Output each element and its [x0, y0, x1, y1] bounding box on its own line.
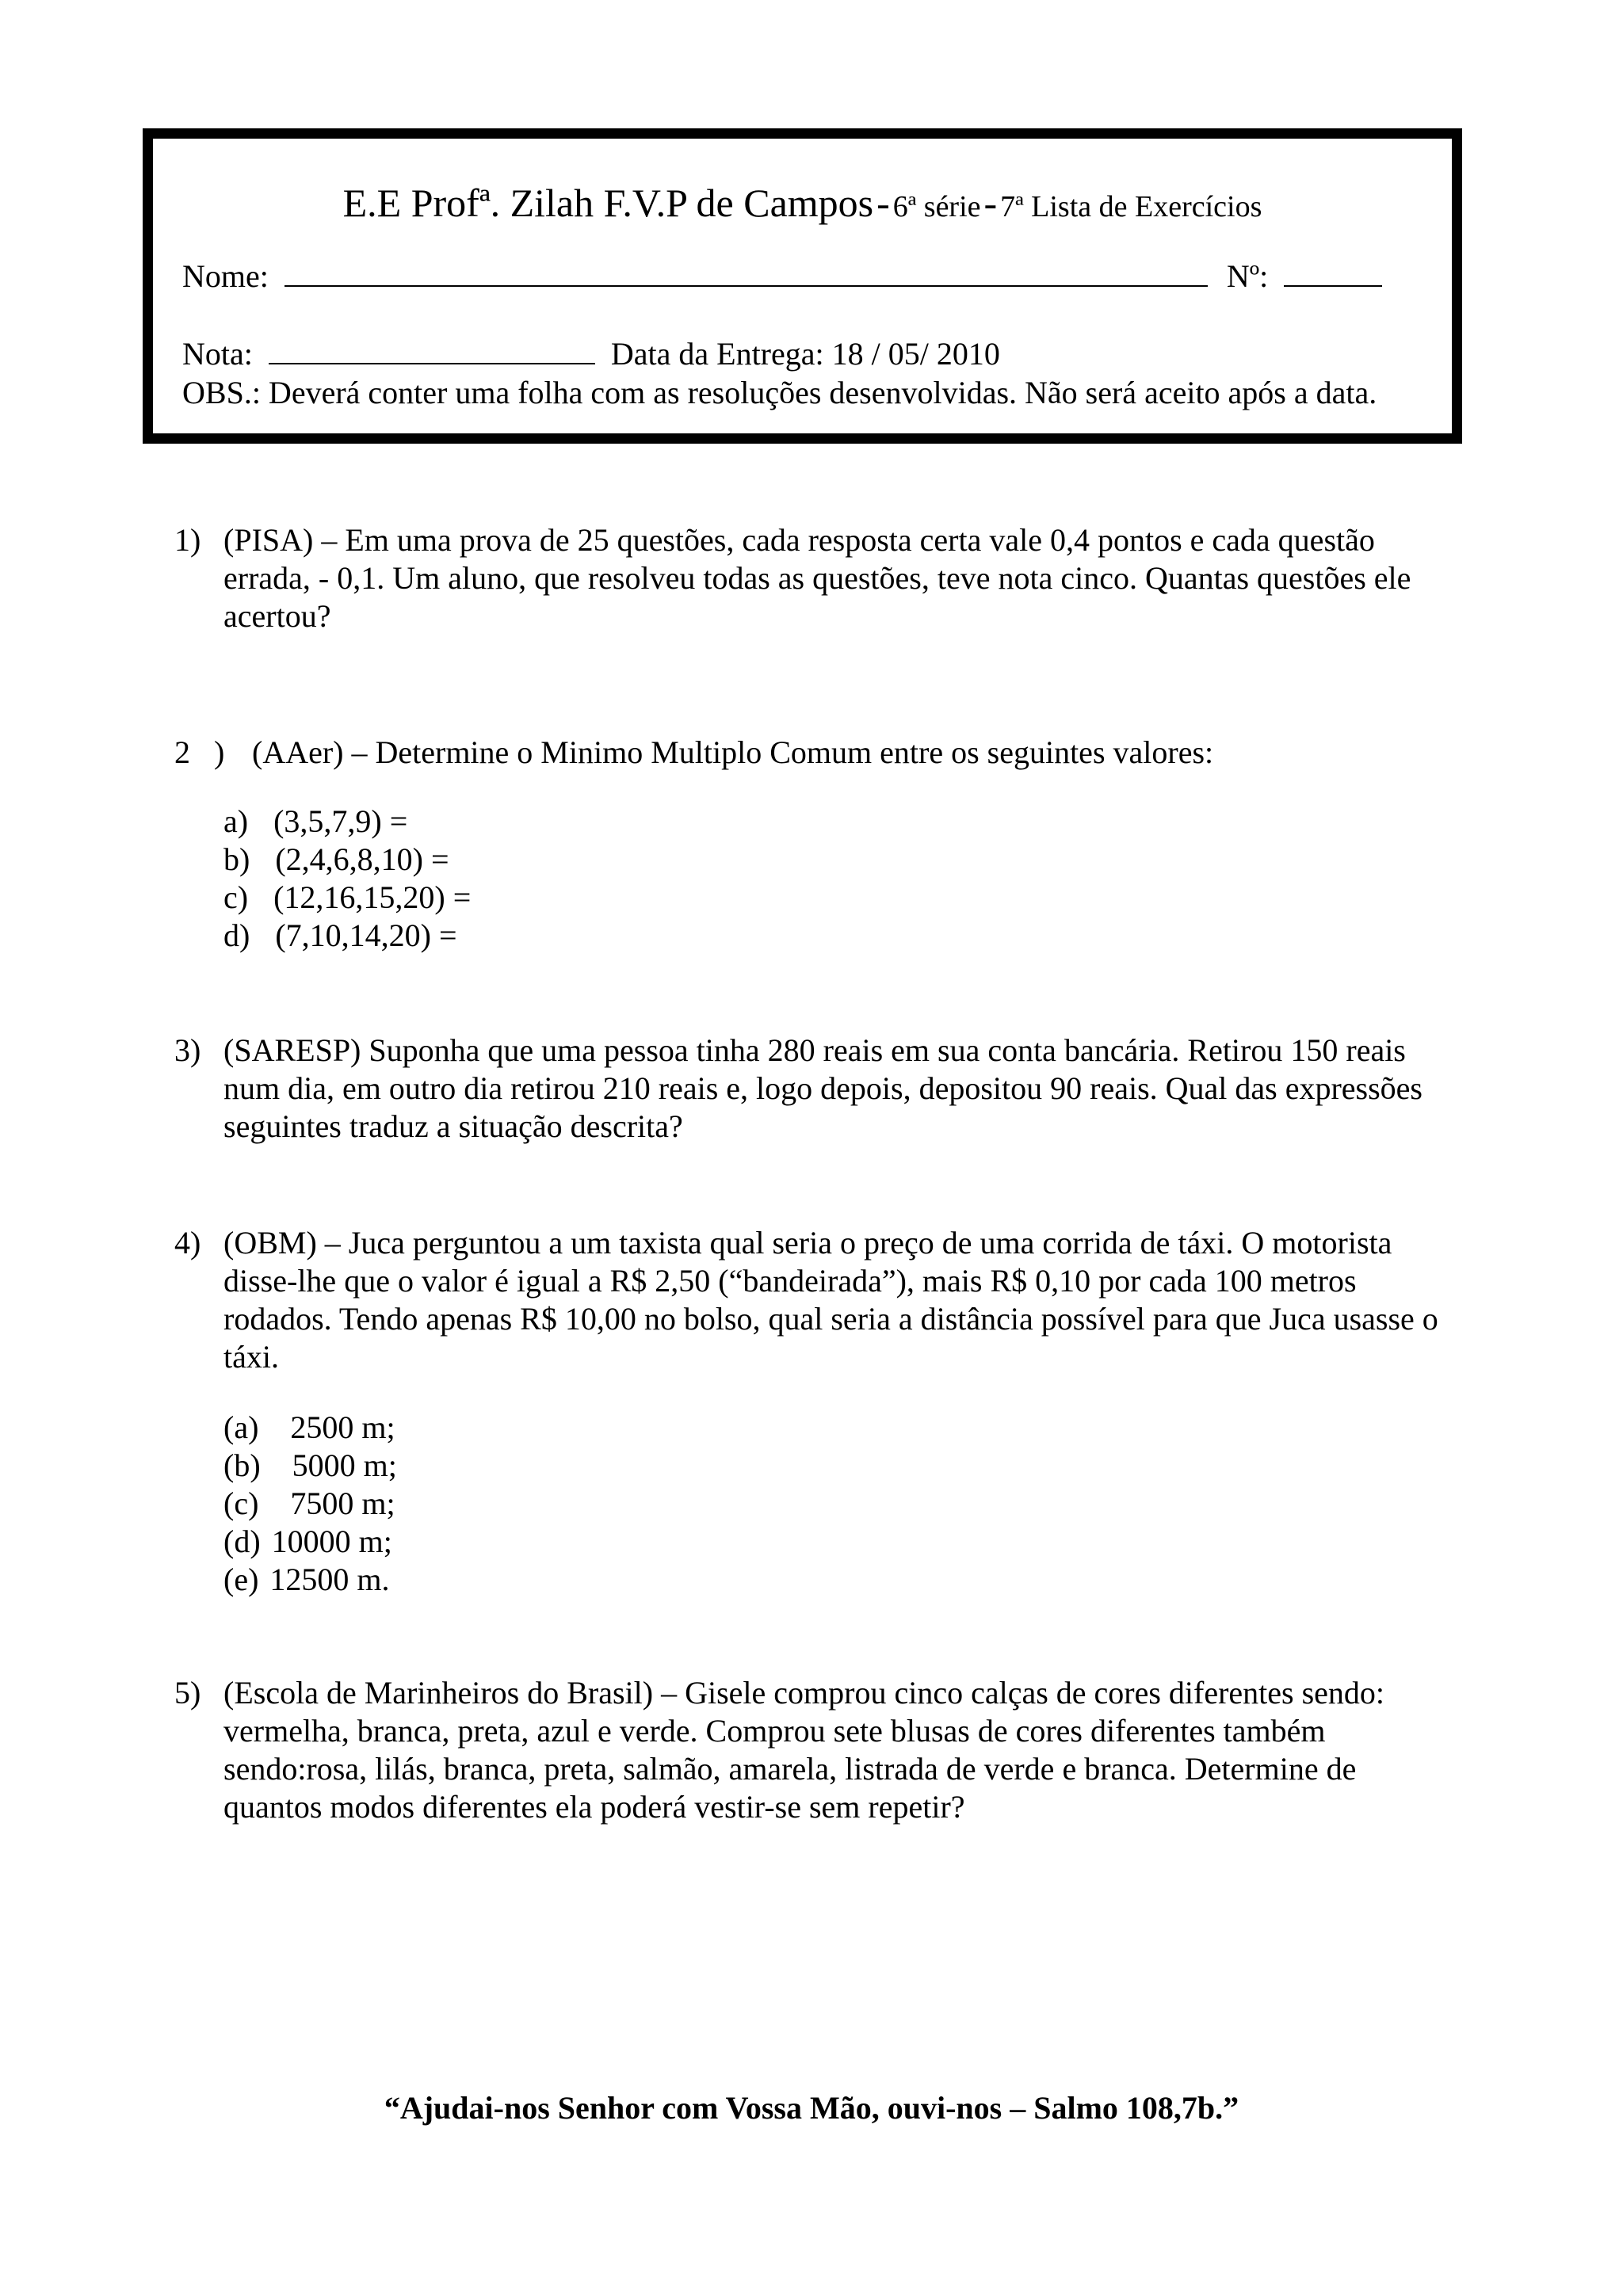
- school-name: E.E Profª. Zilah F.V.P de Campos: [342, 181, 874, 225]
- name-field[interactable]: [285, 284, 1208, 287]
- grade-label: Nota:: [182, 336, 253, 372]
- question-text: (Escola de Marinheiros do Brasil) – Gisele comprou cinco calças de cores diferentes sendo: vermelha, branca, preta, azul e verde. Comprou sete blusas de cores diferentes também sendo:rosa, lilás, branca, preta, salmão, amarela, listrada de verde e branca. Determine de quantos modos diferentes ela poderá vestir-se sem repetir?: [223, 1675, 1385, 1825]
- option-b: b) (2,4,6,8,10) =: [223, 841, 449, 877]
- page-title: [153, 180, 1452, 226]
- grade-row: [182, 335, 1000, 372]
- option-a: a) (3,5,7,9) =: [223, 803, 408, 839]
- name-label: Nome:: [182, 258, 269, 294]
- title-separator: -: [876, 181, 890, 225]
- delivery-date: Data da Entrega: 18 / 05/ 2010: [610, 336, 1000, 372]
- option-e: (e) 12500 m.: [223, 1562, 390, 1597]
- option-c: c) (12,16,15,20) =: [223, 879, 472, 915]
- question-number: 3): [174, 1032, 201, 1068]
- option-a: (a) 2500 m;: [223, 1409, 395, 1445]
- question-number: 4): [174, 1225, 201, 1261]
- question-text: (SARESP) Suponha que uma pessoa tinha 280 reais em sua conta bancária. Retirou 150 reais num dia, em outro dia retirou 210 reais e, logo depois, depositou 90 reais. Qual das expressões seguintes traduz a situação descrita?: [223, 1032, 1423, 1144]
- number-field[interactable]: [1284, 284, 1382, 287]
- option-d: (d) 10000 m;: [223, 1524, 392, 1559]
- question-text: (AAer) – Determine o Minimo Multiplo Comum entre os seguintes valores:: [252, 734, 1214, 770]
- list-label: 7ª Lista de Exercícios: [1000, 190, 1262, 223]
- option-c: (c) 7500 m;: [223, 1486, 395, 1521]
- title-separator: -: [983, 181, 998, 225]
- footer-motto: “Ajudai-nos Senhor com Vossa Mão, ouvi-nos – Salmo 108,7b.”: [384, 2090, 1239, 2126]
- question-number: 2 ): [174, 734, 225, 770]
- grade-field[interactable]: [269, 362, 595, 364]
- option-b: (b) 5000 m;: [223, 1447, 397, 1483]
- header-box: [143, 128, 1462, 444]
- question-text: (PISA) – Em uma prova de 25 questões, cada resposta certa vale 0,4 pontos e cada questão errada, - 0,1. Um aluno, que resolveu todas as questões, teve nota cinco. Quantas questões ele acertou?: [223, 522, 1411, 634]
- question-number: 1): [174, 522, 201, 558]
- name-row: [182, 257, 1382, 295]
- number-label: Nº:: [1226, 258, 1269, 294]
- question-text: (OBM) – Juca perguntou a um taxista qual seria o preço de uma corrida de táxi. O motorista disse-lhe que o valor é igual a R$ 2,50 (“bandeirada”), mais R$ 0,10 por cada 100 metros rodados. Tendo apenas R$ 10,00 no bolso, qual seria a distância possível para que Juca usasse o táxi.: [223, 1225, 1438, 1375]
- option-d: d) (7,10,14,20) =: [223, 917, 457, 953]
- grade-label: 6ª série: [892, 190, 981, 223]
- question-number: 5): [174, 1675, 201, 1711]
- obs-note: OBS.: Deverá conter uma folha com as resoluções desenvolvidas. Não será aceito após a data.: [182, 375, 1377, 410]
